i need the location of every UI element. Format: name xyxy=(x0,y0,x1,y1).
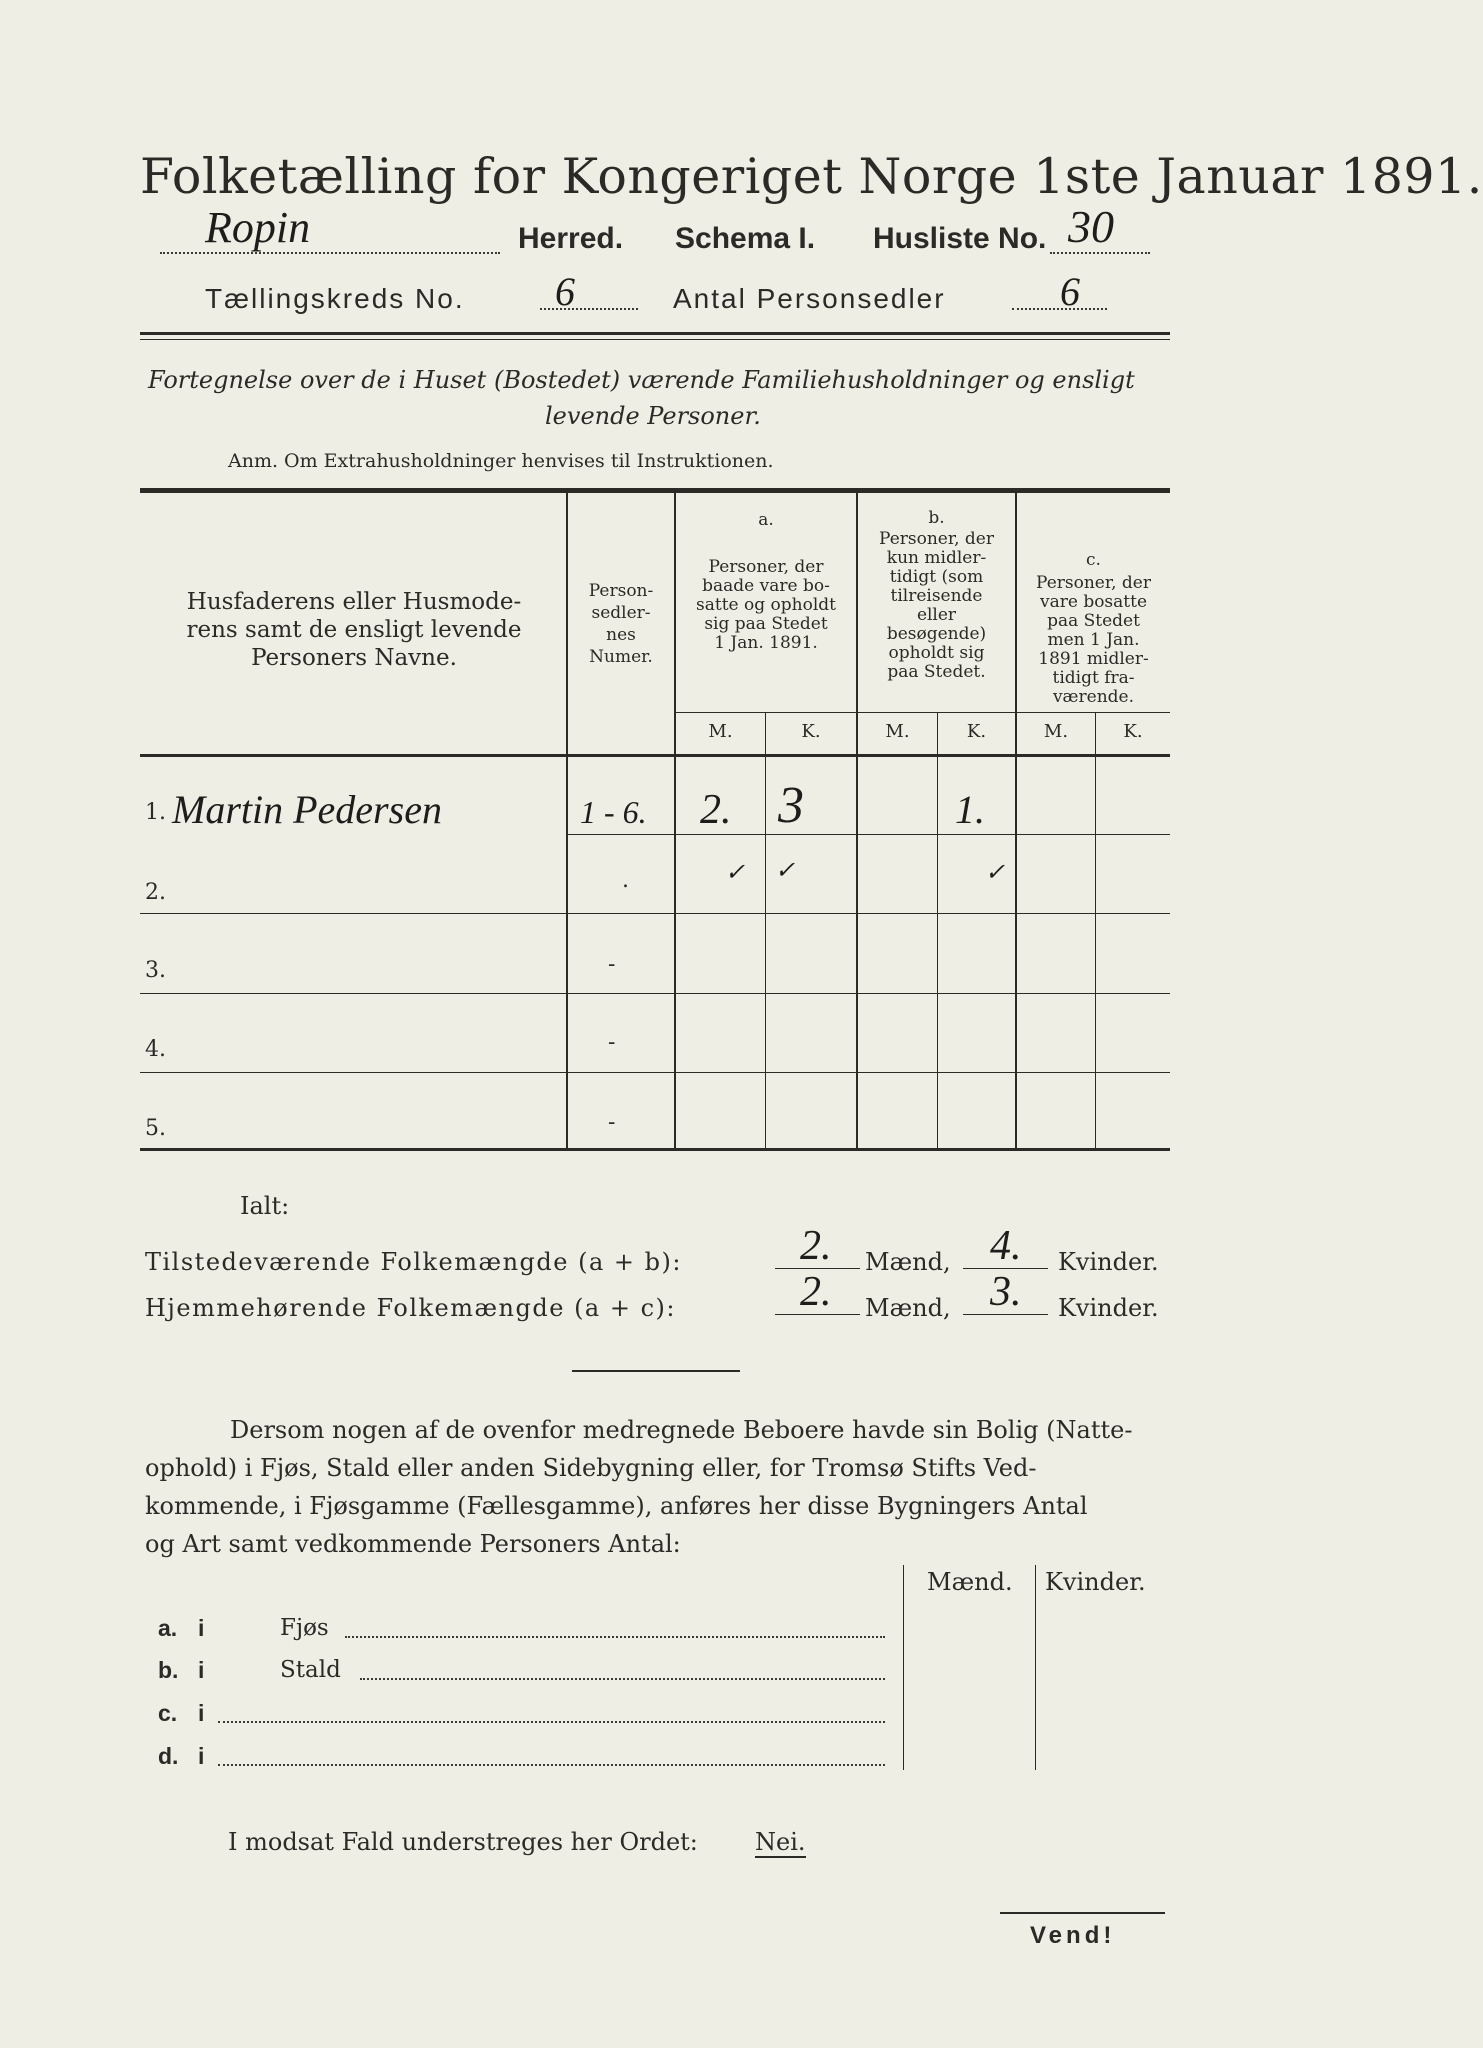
row-3-number: 3. xyxy=(145,958,166,983)
c-k-label: K. xyxy=(1123,721,1143,742)
col-names-line-2: rens samt de ensligt levende xyxy=(186,617,522,643)
col-c-line-2: vare bosatte xyxy=(1039,592,1148,612)
hjemme-maend-label: Mænd, xyxy=(865,1294,951,1322)
col-numer-line-4: Numer. xyxy=(589,647,653,667)
intro-line-2: levende Personer. xyxy=(545,402,761,430)
row-1-a-k: 3 xyxy=(778,777,804,834)
bolig-kvinder-header: Kvinder. xyxy=(1045,1568,1146,1596)
mk-top-rule xyxy=(676,712,1170,713)
hjemme-label: Hjemmehørende Folkemængde (a + c): xyxy=(145,1294,676,1322)
personsedler-number: 6 xyxy=(1060,269,1080,314)
nei-word: Nei. xyxy=(755,1828,806,1856)
hjemme-maend-value: 2. xyxy=(800,1269,832,1315)
b-m-label: M. xyxy=(885,721,910,742)
hjemme-kvinder-label: Kvinder. xyxy=(1058,1294,1159,1322)
row-1-name: Martin Pedersen xyxy=(172,787,442,832)
bolig-line-2: ophold) i Fjøs, Stald eller anden Sidebygning eller, for Tromsø Stifts Ved- xyxy=(145,1454,1037,1482)
vline-c-mk xyxy=(1095,712,1096,1149)
col-b-line-8: paa Stedet. xyxy=(887,662,986,682)
kreds-dots xyxy=(540,308,638,310)
kreds-number: 6 xyxy=(555,269,575,314)
tilstede-kvinder-label: Kvinder. xyxy=(1058,1248,1159,1276)
col-a-letter: a. xyxy=(758,510,774,530)
bolig-vline-1 xyxy=(903,1565,904,1770)
col-c-letter: c. xyxy=(1086,550,1101,570)
bolig-d-letter: d. xyxy=(158,1743,179,1769)
col-b-line-5: eller xyxy=(916,605,957,625)
a-k-label: K. xyxy=(801,721,821,742)
col-c-line-5: 1891 midler- xyxy=(1038,649,1149,669)
b-k-label: K. xyxy=(966,721,987,742)
tilstede-kvinder-value: 4. xyxy=(990,1223,1022,1269)
row-2-a-m: ✓ xyxy=(725,860,746,886)
col-b-line-1: Personer, der xyxy=(879,529,994,549)
kreds-label: Tællingskreds No. xyxy=(205,283,465,314)
intro-line-1: Fortegnelse over de i Huset (Bostedet) værende Familiehusholdninger og ensligt xyxy=(148,366,1135,394)
husliste-label: Husliste No. xyxy=(873,222,1047,255)
col-b-line-6: besøgende) xyxy=(886,624,987,644)
herred-label: Herred. xyxy=(518,222,624,255)
col-a-header xyxy=(676,558,856,653)
col-a-line-4: sig paa Stedet xyxy=(704,614,828,634)
col-b-header xyxy=(858,530,1015,682)
row-1-a-m: 2. xyxy=(700,787,732,833)
row-3-numer: - xyxy=(608,952,616,977)
bolig-a-label: Fjøs xyxy=(280,1615,329,1641)
header-rule-thin xyxy=(140,339,1170,340)
section-divider xyxy=(572,1370,740,1372)
col-b-line-7: opholdt sig xyxy=(888,643,985,663)
tilstede-maend-value: 2. xyxy=(800,1223,832,1269)
col-b-line-2: kun midler- xyxy=(886,548,987,568)
bolig-c-dots xyxy=(218,1721,885,1723)
col-names-line-3: Personers Navne. xyxy=(251,645,457,671)
bolig-line-4: og Art samt vedkommende Personers Antal: xyxy=(145,1530,681,1558)
bolig-vline-2 xyxy=(1035,1565,1036,1770)
vend-rule xyxy=(1000,1912,1165,1914)
herred-name: Ropin xyxy=(205,203,311,252)
col-b-line-4: tilreisende xyxy=(890,586,983,606)
bolig-a-dots xyxy=(345,1636,885,1638)
form-title: Folketælling for Kongeriget Norge 1ste Januar 1891. xyxy=(140,148,1483,205)
tilstede-label: Tilstedeværende Folkemængde (a + b): xyxy=(145,1248,682,1276)
bolig-d-dots xyxy=(218,1764,885,1766)
row-4-number: 4. xyxy=(145,1037,166,1062)
a-m-label: M. xyxy=(708,721,733,742)
tilstede-maend-label: Mænd, xyxy=(865,1248,951,1276)
col-a-line-1: Personer, der xyxy=(708,557,824,577)
col-names-line-1: Husfaderens eller Husmode- xyxy=(186,589,522,615)
col-numer-header xyxy=(568,580,674,668)
bolig-b-dots xyxy=(360,1678,885,1680)
schema-label: Schema I. xyxy=(675,222,816,255)
row-2-separator xyxy=(140,993,1170,994)
vline-b-mk xyxy=(937,712,938,1149)
col-numer-line-1: Person- xyxy=(588,581,654,601)
col-c-line-4: men 1 Jan. xyxy=(1047,630,1140,650)
col-c-line-7: værende. xyxy=(1052,687,1135,707)
row-2-numer: . xyxy=(622,868,629,893)
bolig-c-letter: c. xyxy=(158,1700,178,1726)
bolig-c-i: i xyxy=(198,1700,205,1726)
col-numer-line-2: sedler- xyxy=(591,603,651,623)
col-a-line-3: satte og opholdt xyxy=(696,595,836,615)
row-2-b-k: ✓ xyxy=(985,860,1006,886)
row-1-b-k: 1. xyxy=(955,787,985,832)
row-2-a-k: ✓ xyxy=(775,858,796,884)
row-2-number: 2. xyxy=(145,880,166,905)
col-c-line-1: Personer, der xyxy=(1036,573,1151,593)
col-names-header xyxy=(145,588,563,672)
hjemme-kvinder-value: 3. xyxy=(990,1269,1022,1315)
row-1-number: 1. xyxy=(145,800,166,825)
col-a-line-5: 1 Jan. 1891. xyxy=(714,633,818,653)
col-c-header xyxy=(1017,574,1170,707)
vend-text: Vend! xyxy=(1030,1922,1116,1949)
c-m-label: M. xyxy=(1043,721,1069,742)
modsat-text: I modsat Fald understreges her Ordet: xyxy=(228,1828,698,1856)
row-5-number: 5. xyxy=(145,1116,166,1141)
husliste-number: 30 xyxy=(1068,201,1114,252)
bolig-line-1: Dersom nogen af de ovenfor medregnede Beboere havde sin Bolig (Natte- xyxy=(230,1416,1133,1444)
bolig-b-label: Stald xyxy=(280,1657,341,1683)
col-b-line-3: tidigt (som xyxy=(889,567,984,587)
row-0-separator-partial xyxy=(568,834,1170,835)
col-c-line-6: tidigt fra- xyxy=(1052,668,1135,688)
personsedler-label: Antal Personsedler xyxy=(673,283,946,314)
bolig-d-i: i xyxy=(198,1743,205,1769)
col-a-line-2: baade vare bo- xyxy=(702,576,830,596)
col-c-line-3: paa Stedet xyxy=(1047,611,1140,631)
bolig-a-letter: a. xyxy=(158,1615,178,1641)
row-3-separator xyxy=(140,1072,1170,1073)
row-1-separator xyxy=(140,913,1170,914)
col-b-letter: b. xyxy=(928,508,945,528)
bolig-b-letter: b. xyxy=(158,1657,179,1683)
row-5-numer: - xyxy=(608,1110,616,1135)
col-numer-line-3: nes xyxy=(606,625,636,645)
row-4-numer: - xyxy=(608,1030,616,1055)
anm-note: Anm. Om Extrahusholdninger henvises til Instruktionen. xyxy=(228,450,774,472)
bolig-line-3: kommende, i Fjøsgamme (Fællesgamme), anføres her disse Bygningers Antal xyxy=(145,1492,1088,1520)
bolig-a-i: i xyxy=(198,1615,205,1641)
row-1-numer: 1 - 6. xyxy=(580,794,647,830)
vline-a-mk xyxy=(765,712,766,1149)
ialt-label: Ialt: xyxy=(240,1192,290,1220)
bolig-maend-header: Mænd. xyxy=(927,1568,1013,1596)
personsedler-dots xyxy=(1012,308,1107,310)
bolig-b-i: i xyxy=(198,1657,205,1683)
husliste-dots xyxy=(1050,252,1150,254)
header-rule-thick xyxy=(140,332,1170,335)
